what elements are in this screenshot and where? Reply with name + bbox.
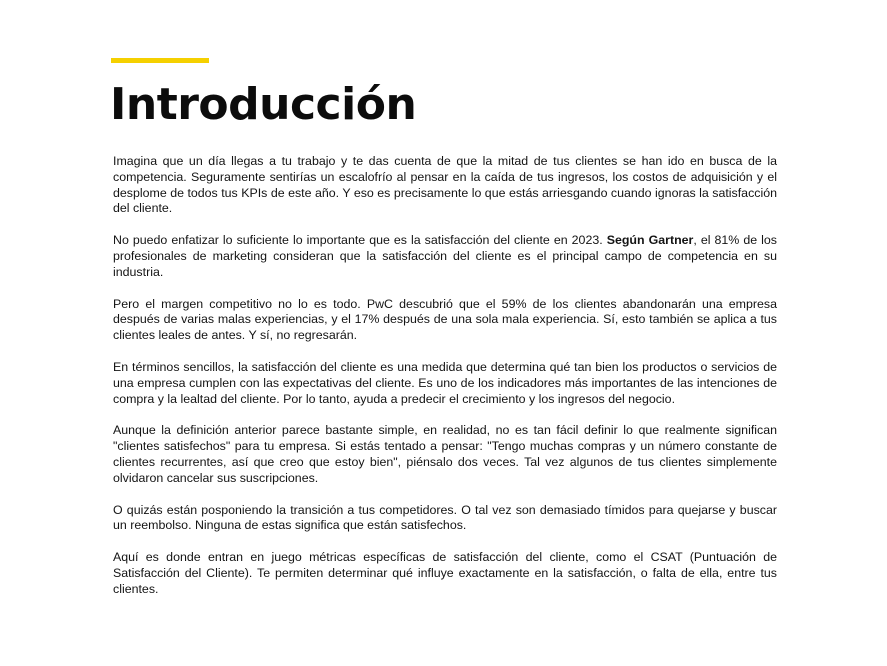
document-body: [113, 154, 777, 614]
paragraph-4: En términos sencillos, la satisfacción del cliente es una medida que determina qué tan bien los productos o servicios de una empresa cumplen con las expectativas del cliente. Es uno de los indicadores más importantes de las intenciones de compra y la lealtad del cliente. Por lo tanto, ayuda a predecir el crecimiento y los ingresos del negocio.: [113, 359, 777, 406]
page-title: Introducción: [110, 79, 417, 130]
paragraph-2-intro: No puedo enfatizar lo suficiente lo importante que es la satisfacción del cliente en 2023.: [113, 233, 607, 248]
paragraph-2: [113, 233, 777, 280]
paragraph-7: Aquí es donde entran en juego métricas específicas de satisfacción del cliente, como el CSAT (Puntuación de Satisfacción del Cliente). Te permiten determinar qué influye exactamente en la satisfacción, o falta de ella, entre tus clientes.: [113, 550, 777, 596]
paragraph-5: Aunque la definición anterior parece bastante simple, en realidad, no es tan fácil definir lo que realmente significan "clientes satisfechos" para tu empresa. Si estás tentado a pensar: "Tengo muchas compras y un número constante de clientes recurrentes, así que creo que estoy bien", piénsalo dos veces. Tal vez algunos de tus clientes simplemente olvidaron cancelar sus suscripciones.: [113, 423, 777, 485]
paragraph-6: O quizás están posponiendo la transición a tus competidores. O tal vez son demasiado tímidos para quejarse y buscar un reembolso. Ninguna de estas significa que están satisfechos.: [113, 502, 777, 533]
paragraph-2-rest: , el 81% de los profesionales de marketing consideran que la satisfacción del cliente es el principal campo de competencia en su industria.: [113, 233, 777, 279]
paragraph-3: Pero el margen competitivo no lo es todo. PwC descubrió que el 59% de los clientes abandonarán una empresa después de varias malas experiencias, y el 17% después de una sola mala experiencia. Sí, esto también se aplica a tus clientes leales de antes. Y sí, no regresarán.: [113, 296, 777, 343]
title-accent-bar: [111, 58, 209, 63]
paragraph-1: Imagina que un día llegas a tu trabajo y te das cuenta de que la mitad de tus clientes se han ido en busca de la competencia. Seguramente sentirías un escalofrío al pensar en la caída de tus ingresos, los costos de adquisición y el desplome de todos tus KPIs de este año. Y eso es precisamente lo que estás arriesgando cuando ignoras la satisfacción del cliente.: [113, 154, 777, 216]
gartner-reference: Según Gartner: [606, 233, 694, 248]
